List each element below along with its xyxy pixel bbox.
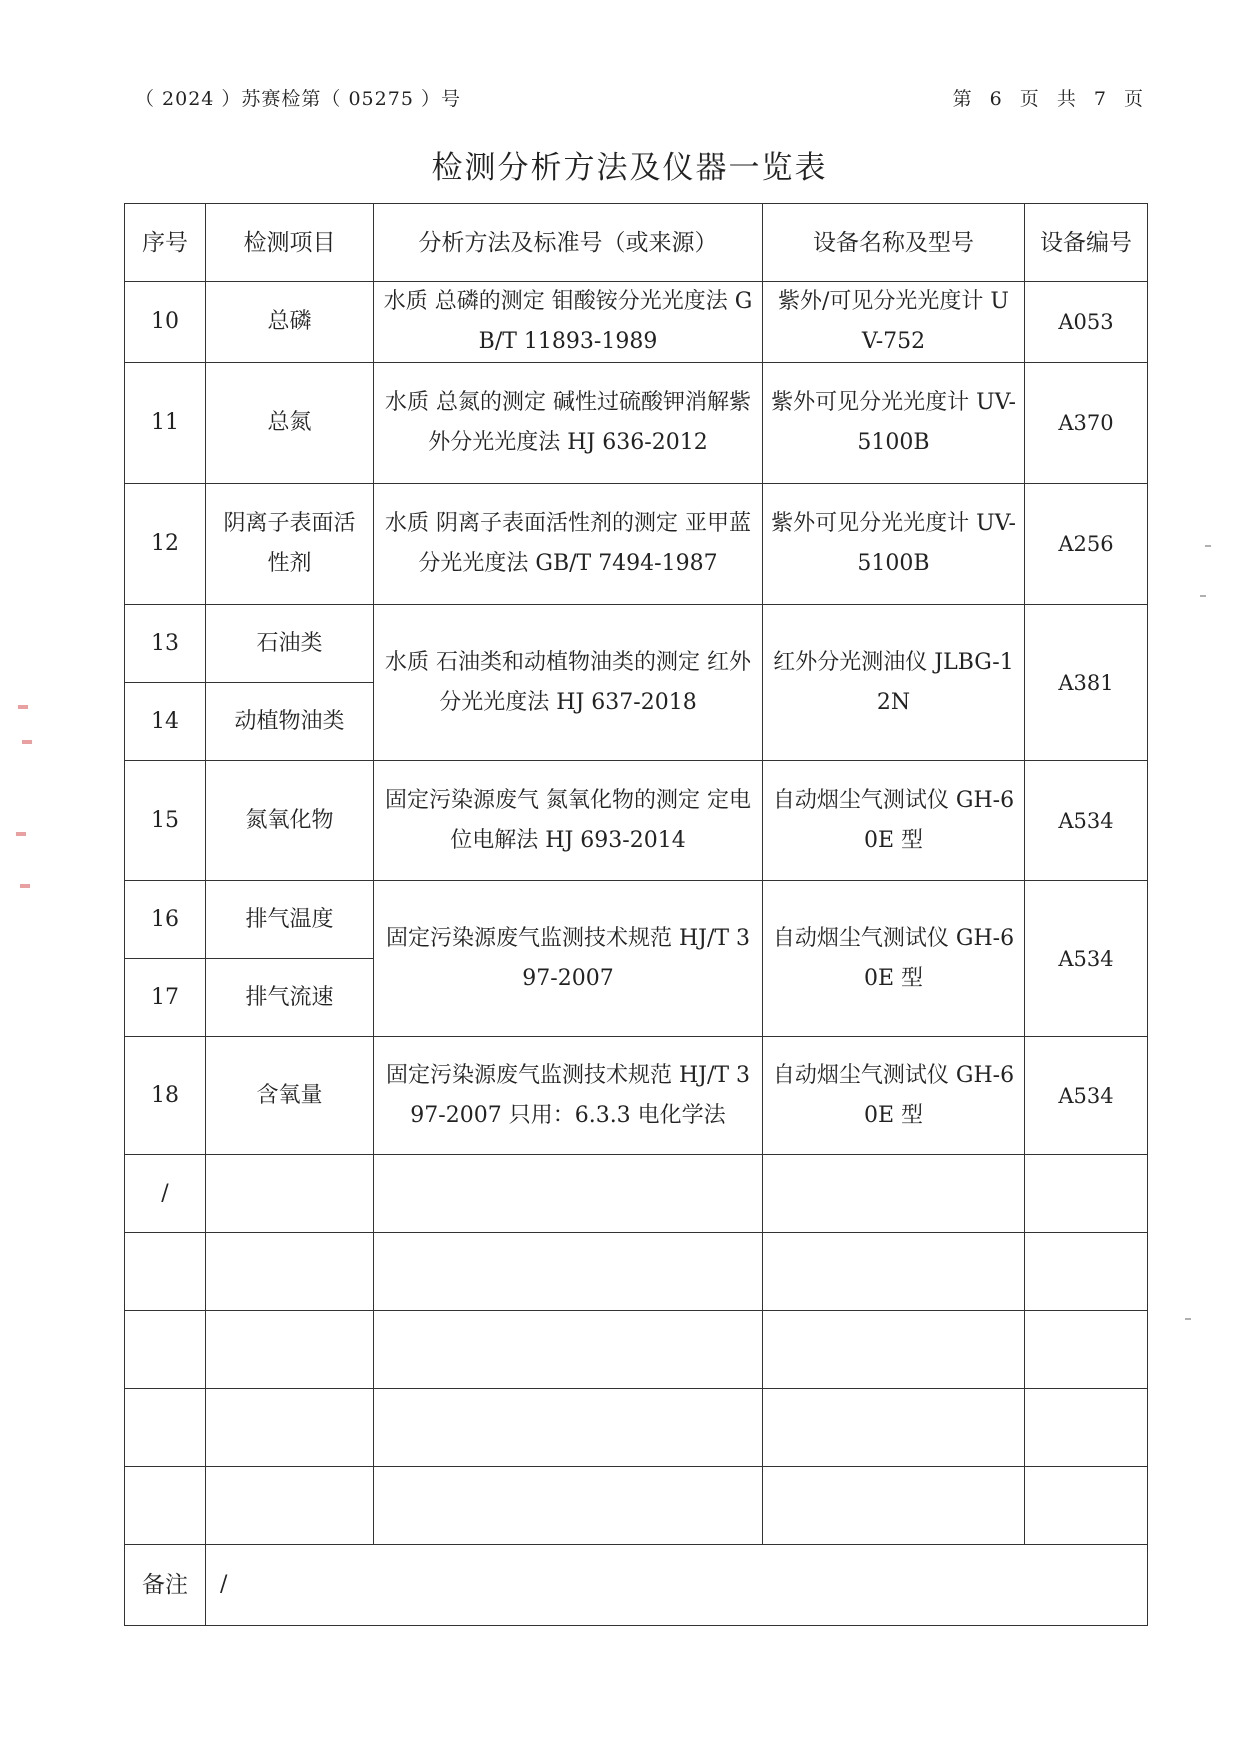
row-no: /: [125, 1155, 206, 1233]
table-row: [125, 1037, 1148, 1155]
col-header-no: 序号: [125, 204, 206, 282]
row-no: 14: [125, 683, 206, 761]
row-no: 12: [125, 484, 206, 605]
row-code: A256: [1025, 484, 1148, 605]
empty-cell: [763, 1233, 1025, 1311]
row-item: 石油类: [206, 605, 374, 683]
col-header-item: 检测项目: [206, 204, 374, 282]
row-code: A534: [1025, 1037, 1148, 1155]
scan-speck: [1205, 545, 1211, 547]
row-method: 固定污染源废气监测技术规范 HJ/T 397-2007: [374, 881, 763, 1037]
report-number: （ 2024 ）苏赛检第（ 05275 ）号: [135, 88, 461, 110]
row-item: 总磷: [206, 282, 374, 363]
empty-cell: [206, 1155, 374, 1233]
row-item: 动植物油类: [206, 683, 374, 761]
row-device: 自动烟尘气测试仪 GH-60E 型: [763, 1037, 1025, 1155]
empty-cell: [125, 1389, 206, 1467]
empty-cell: [125, 1233, 206, 1311]
remark-label: 备注: [125, 1545, 206, 1626]
row-item: 排气流速: [206, 959, 374, 1037]
row-code: A370: [1025, 363, 1148, 484]
table-row: [125, 282, 1148, 363]
scan-speck: [20, 884, 30, 888]
row-item: 氮氧化物: [206, 761, 374, 881]
empty-cell: [374, 1311, 763, 1389]
row-device: 紫外可见分光光度计 UV-5100B: [763, 484, 1025, 605]
scan-speck: [16, 832, 26, 836]
empty-cell: [1025, 1233, 1148, 1311]
row-item: 排气温度: [206, 881, 374, 959]
remark-row: [125, 1545, 1148, 1626]
page-info: 第 6 页 共 7 页: [952, 88, 1147, 110]
col-header-device: 设备名称及型号: [763, 204, 1025, 282]
row-device: 紫外/可见分光光度计 UV-752: [763, 282, 1025, 363]
col-header-method: 分析方法及标准号（或来源）: [374, 204, 763, 282]
row-method: 固定污染源废气 氮氧化物的测定 定电位电解法 HJ 693-2014: [374, 761, 763, 881]
scan-speck: [18, 705, 28, 709]
table-row: [125, 605, 1148, 683]
table-row: [125, 881, 1148, 959]
row-method: 水质 阴离子表面活性剂的测定 亚甲蓝分光光度法 GB/T 7494-1987: [374, 484, 763, 605]
empty-cell: [763, 1155, 1025, 1233]
empty-cell: [763, 1311, 1025, 1389]
remark-value: /: [206, 1545, 1148, 1626]
empty-cell: [763, 1389, 1025, 1467]
empty-cell: [374, 1389, 763, 1467]
empty-cell: [206, 1311, 374, 1389]
row-code: A053: [1025, 282, 1148, 363]
row-code: A534: [1025, 761, 1148, 881]
page-title: 检测分析方法及仪器一览表: [431, 150, 828, 186]
row-no: 11: [125, 363, 206, 484]
row-method: 水质 石油类和动植物油类的测定 红外分光光度法 HJ 637-2018: [374, 605, 763, 761]
empty-cell: [125, 1311, 206, 1389]
empty-cell: [374, 1467, 763, 1545]
empty-cell: [374, 1155, 763, 1233]
table-row-empty: [125, 1155, 1148, 1233]
table-row: [125, 484, 1148, 605]
empty-cell: [763, 1467, 1025, 1545]
empty-cell: [206, 1389, 374, 1467]
row-no: 10: [125, 282, 206, 363]
empty-cell: [1025, 1467, 1148, 1545]
row-item: 阴离子表面活性剂: [206, 484, 374, 605]
empty-cell: [1025, 1311, 1148, 1389]
row-no: 13: [125, 605, 206, 683]
row-code: A534: [1025, 881, 1148, 1037]
scan-speck: [22, 740, 32, 744]
row-device: 自动烟尘气测试仪 GH-60E 型: [763, 881, 1025, 1037]
row-device: 自动烟尘气测试仪 GH-60E 型: [763, 761, 1025, 881]
table-header-row: [125, 204, 1148, 282]
empty-cell: [374, 1233, 763, 1311]
col-header-code: 设备编号: [1025, 204, 1148, 282]
scan-speck: [1185, 1318, 1191, 1320]
table-row-empty: [125, 1467, 1148, 1545]
scan-speck: [1200, 595, 1206, 597]
row-method: 水质 总磷的测定 钼酸铵分光光度法 GB/T 11893-1989: [374, 282, 763, 363]
table-row-empty: [125, 1311, 1148, 1389]
row-code: A381: [1025, 605, 1148, 761]
table-row-empty: [125, 1233, 1148, 1311]
row-no: 18: [125, 1037, 206, 1155]
empty-cell: [1025, 1389, 1148, 1467]
table-row: [125, 761, 1148, 881]
row-item: 含氧量: [206, 1037, 374, 1155]
row-method: 固定污染源废气监测技术规范 HJ/T 397-2007 只用：6.3.3 电化学法: [374, 1037, 763, 1155]
empty-cell: [206, 1467, 374, 1545]
row-no: 16: [125, 881, 206, 959]
row-no: 17: [125, 959, 206, 1037]
empty-cell: [1025, 1155, 1148, 1233]
row-item: 总氮: [206, 363, 374, 484]
table-row: [125, 363, 1148, 484]
row-device: 紫外可见分光光度计 UV-5100B: [763, 363, 1025, 484]
row-no: 15: [125, 761, 206, 881]
empty-cell: [206, 1233, 374, 1311]
empty-cell: [125, 1467, 206, 1545]
row-device: 红外分光测油仪 JLBG-12N: [763, 605, 1025, 761]
row-method: 水质 总氮的测定 碱性过硫酸钾消解紫外分光光度法 HJ 636-2012: [374, 363, 763, 484]
table-row-empty: [125, 1389, 1148, 1467]
method-instrument-table: [124, 203, 1148, 1626]
